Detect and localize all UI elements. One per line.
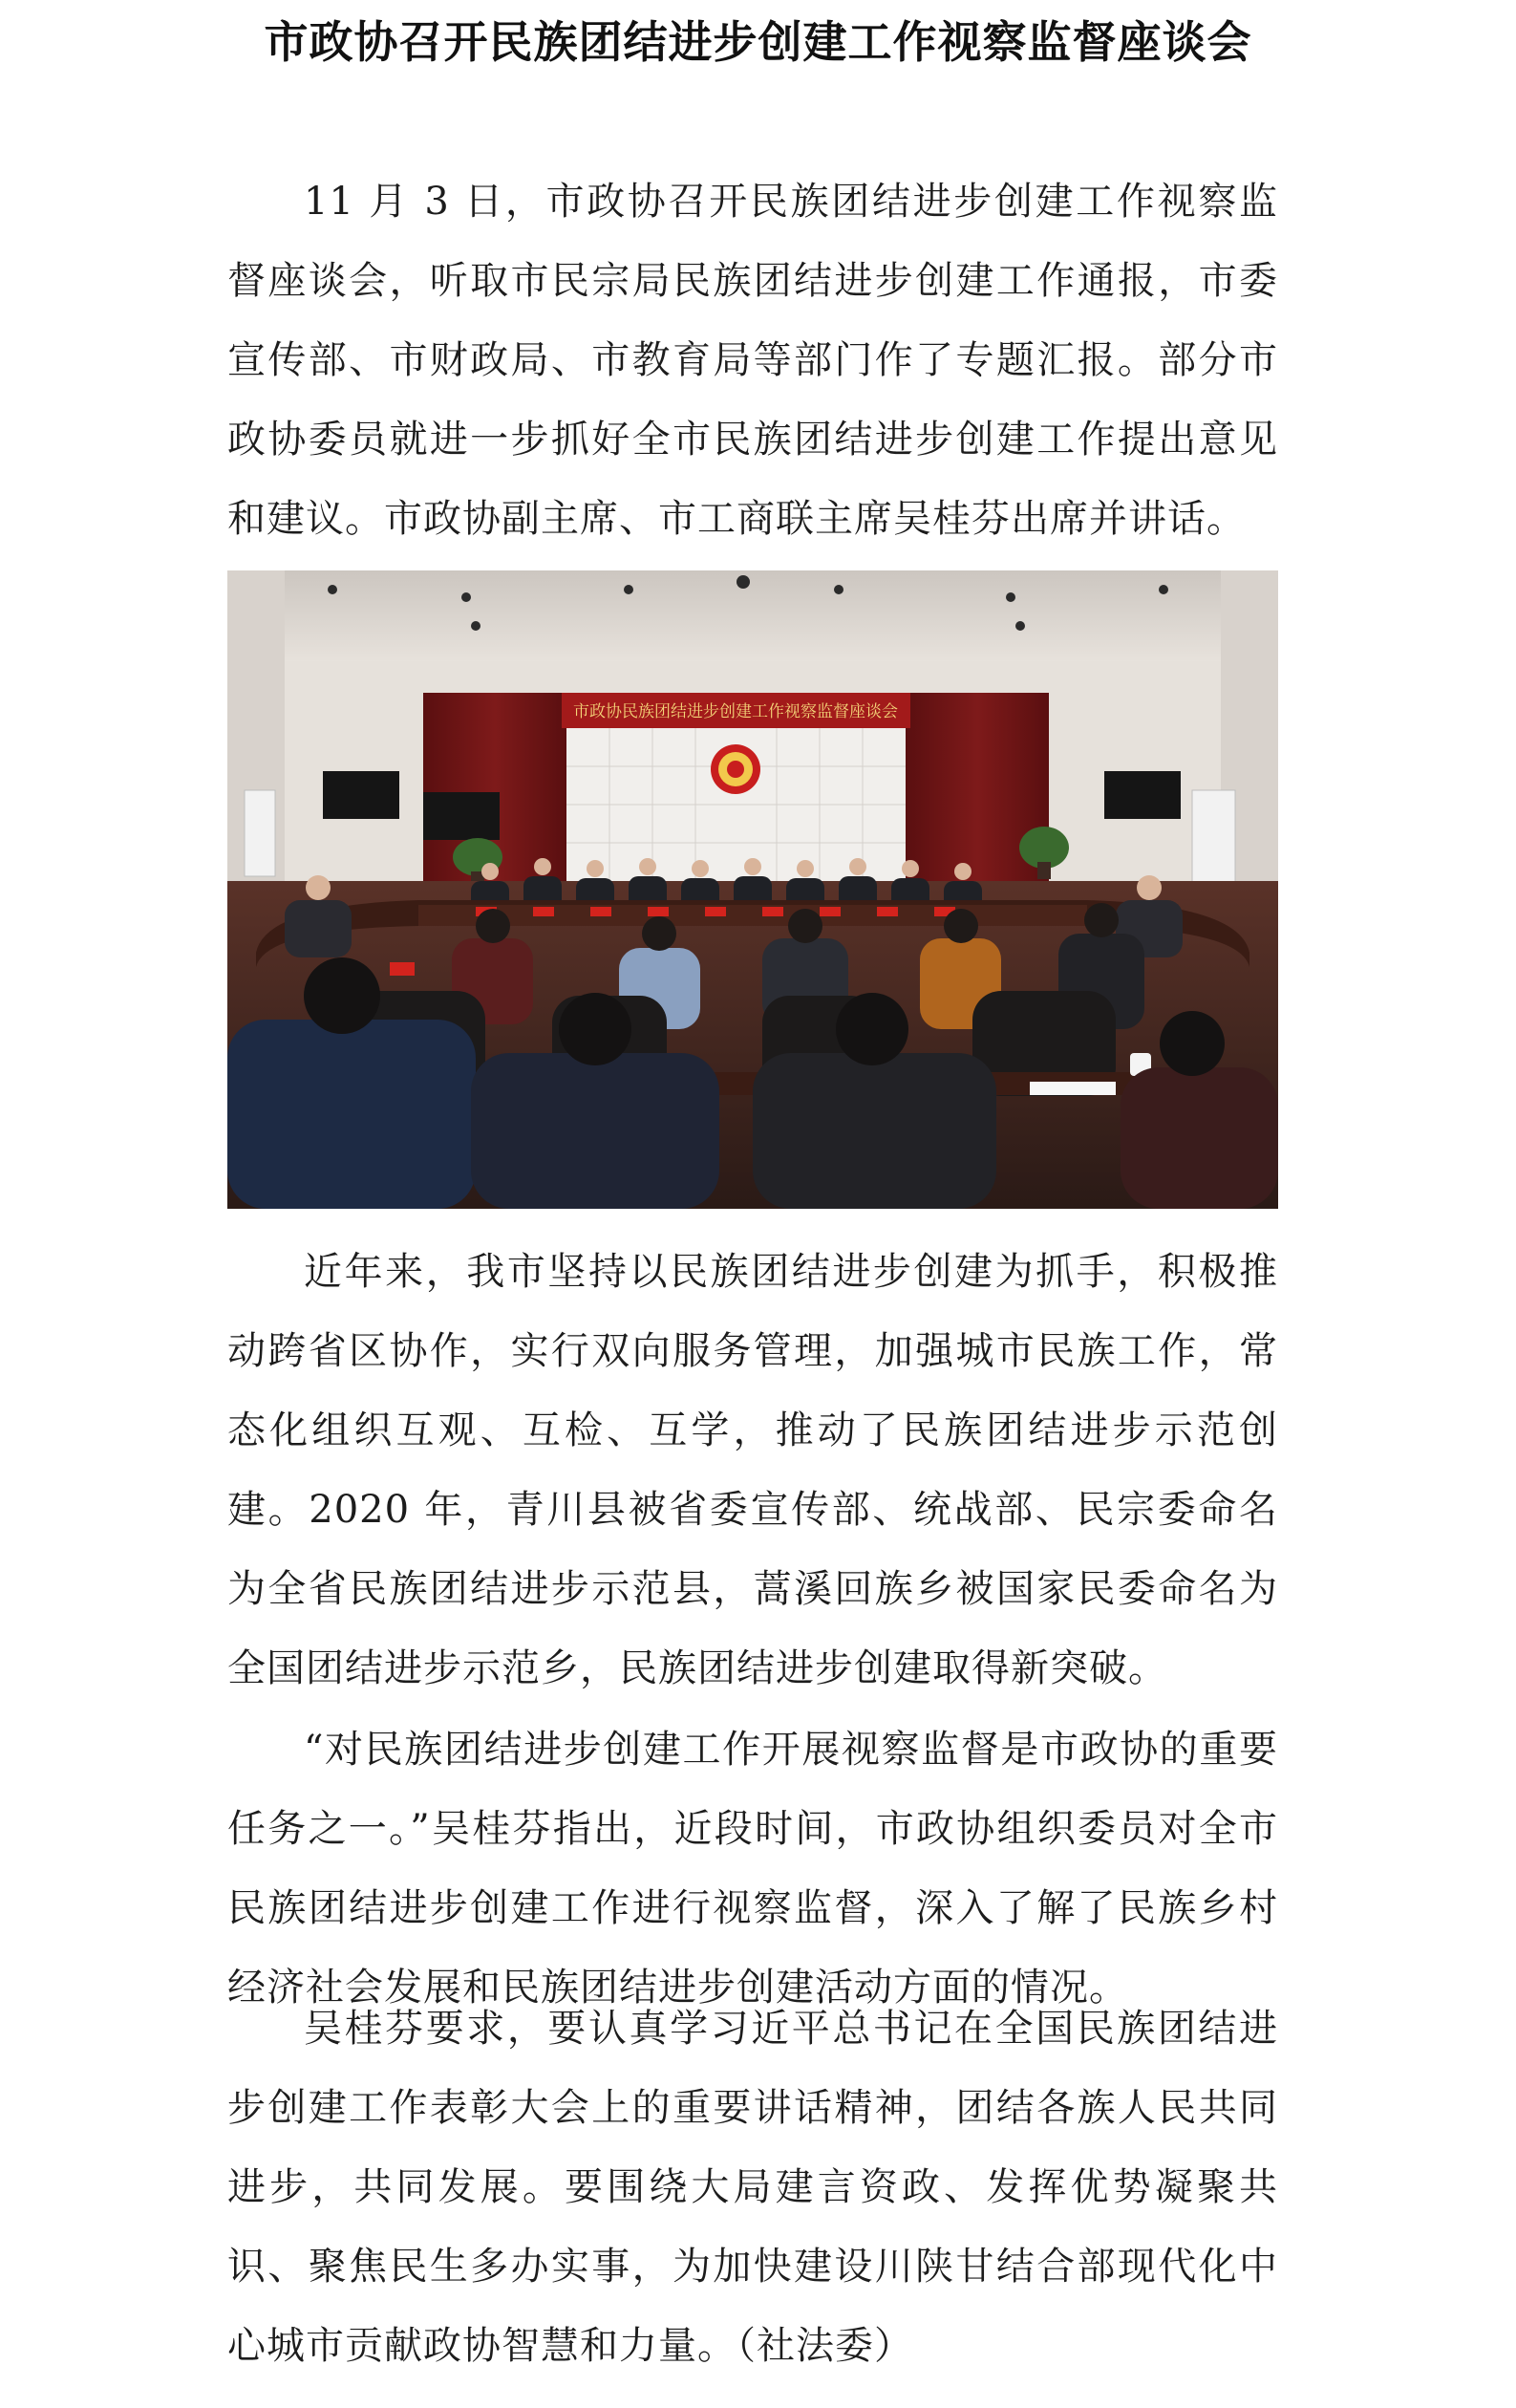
ceiling xyxy=(227,570,1278,676)
article-body-middle xyxy=(227,1233,1278,1709)
article-paragraph-4: 吴桂芬要求，要认真学习近平总书记在全国民族团结进步创建工作表彰大会上的重要讲话精神，团结各族人民共同进步，共同发展。要围绕大局建言资政、发挥优势凝聚共识、聚焦民生多办实事，为加快建设川陕甘结合部现代化中心城市贡献政协智慧和力量。（社法委） xyxy=(227,2007,1278,2368)
meeting-photo xyxy=(227,570,1278,1209)
meeting-banner-text: 市政协民族团结进步创建工作视察监督座谈会 xyxy=(573,702,898,721)
article-body-top xyxy=(227,162,1278,559)
emblem-icon xyxy=(711,744,760,794)
article-body-quote xyxy=(227,1710,1278,2028)
papers xyxy=(1030,1082,1116,1095)
conference-table-front xyxy=(418,905,1087,926)
article-paragraph-3: “对民族团结进步创建工作开展视察监督是市政协的重要任务之一。”吴桂芬指出，近段时间，市政协组织委员对全市民族团结进步创建工作进行视察监督，深入了解了民族乡村经济社会发展和民族团结进步创建活动方面的情况。 xyxy=(227,1728,1278,2010)
article-title: 市政协召开民族团结进步创建工作视察监督座谈会 xyxy=(264,16,1252,68)
tv-left-inner xyxy=(423,792,500,840)
meeting-photo-illustration xyxy=(227,570,1278,1209)
article-paragraph-1: 11 月 3 日，市政协召开民族团结进步创建工作视察监督座谈会，听取市民宗局民族团结进步创建工作通报，市委宣传部、市财政局、市教育局等部门作了专题汇报。部分市政协委员就进一步抓好全市民族团结进步创建工作提出意见和建议。市政协副主席、市工商联主席吴桂芬出席并讲话。 xyxy=(227,180,1278,541)
air-conditioner-left xyxy=(245,790,275,876)
tv-right xyxy=(1104,771,1181,819)
article-body-bottom xyxy=(227,1989,1278,2386)
article-paragraph-2: 近年来，我市坚持以民族团结进步创建为抓手，积极推动跨省区协作，实行双向服务管理，加强城市民族工作，常态化组织互观、互检、互学，推动了民族团结进步示范创建。2020 年，青川县被省委宣传部、统战部、民宗委命名为全省民族团结进步示范县，蒿溪回族乡被国家民委命名为全国团结进步示范乡，民族团结进步创建取得新突破。 xyxy=(227,1250,1278,1690)
air-conditioner-right xyxy=(1192,790,1235,886)
tv-left-outer xyxy=(323,771,399,819)
